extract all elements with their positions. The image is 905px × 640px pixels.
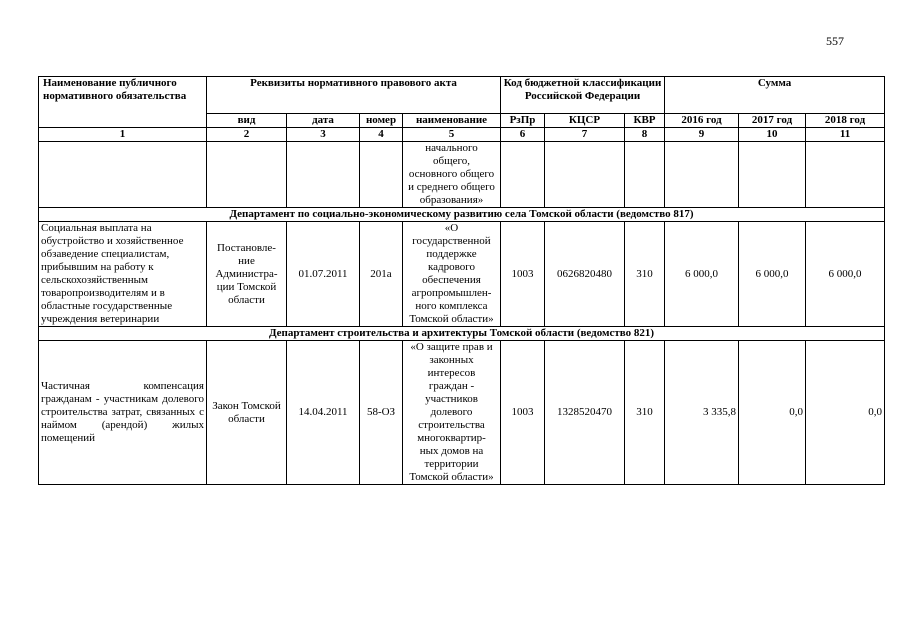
header-obligation: Наименование публичного нормативного обязательства xyxy=(39,77,207,128)
page-number: 557 xyxy=(826,34,844,48)
code-rzpr: 1003 xyxy=(501,222,545,327)
header-row xyxy=(39,77,885,114)
department-title: Департамент по социально-экономическому развитию села Томской области (ведомство 817) xyxy=(39,208,885,222)
sum-2016: 6 000,0 xyxy=(665,222,739,327)
act-name-continued: начального общего, основного общего и среднего общего образования» xyxy=(403,142,501,208)
sum-2017: 6 000,0 xyxy=(739,222,806,327)
subheader-kcsr: КЦСР xyxy=(545,114,625,128)
code-kvr: 310 xyxy=(625,341,665,485)
budget-obligations-table xyxy=(38,76,885,485)
table-row xyxy=(39,142,885,208)
code-kvr: 310 xyxy=(625,222,665,327)
subheader-name: наименование xyxy=(403,114,501,128)
column-number: 10 xyxy=(739,128,806,142)
act-type: Закон Томской области xyxy=(207,341,287,485)
subheader-number: номер xyxy=(360,114,403,128)
obligation-name: Социальная выплата на обустройство и хозяйственное обзаведение специалистам, прибывшим на работу к сельскохозяйственным товаропроизводителям и в областные государственные учреждения ветеринарии xyxy=(39,222,207,327)
act-name: «О защите прав и законных интересов граждан - участников долевого строительства многоквартир-ных домов на территории Томской области» xyxy=(403,341,501,485)
subheader-date: дата xyxy=(287,114,360,128)
act-date: 14.04.2011 xyxy=(287,341,360,485)
column-number: 6 xyxy=(501,128,545,142)
header-act-details: Реквизиты нормативного правового акта xyxy=(207,77,501,114)
column-number: 5 xyxy=(403,128,501,142)
act-date: 01.07.2011 xyxy=(287,222,360,327)
subheader-kvr: КВР xyxy=(625,114,665,128)
code-rzpr: 1003 xyxy=(501,341,545,485)
subheader-2017: 2017 год xyxy=(739,114,806,128)
subheader-type: вид xyxy=(207,114,287,128)
column-number-row xyxy=(39,128,885,142)
column-number: 3 xyxy=(287,128,360,142)
act-number: 58-ОЗ xyxy=(360,341,403,485)
table-row xyxy=(39,341,885,485)
sum-2016: 3 335,8 xyxy=(665,341,739,485)
act-number: 201а xyxy=(360,222,403,327)
header-sum: Сумма xyxy=(665,77,885,114)
column-number: 9 xyxy=(665,128,739,142)
sum-2017: 0,0 xyxy=(739,341,806,485)
column-number: 2 xyxy=(207,128,287,142)
department-row xyxy=(39,208,885,222)
department-row xyxy=(39,327,885,341)
subheader-rzpr: РзПр xyxy=(501,114,545,128)
act-name: «О государственной поддержке кадрового обеспечения агропромышлен-ного комплекса Томской области» xyxy=(403,222,501,327)
column-number: 11 xyxy=(806,128,885,142)
obligation-name: Частичная компенсация гражданам - участникам долевого строительства затрат, связанных с наймом (арендой) жилых помещений xyxy=(39,341,207,485)
subheader-2016: 2016 год xyxy=(665,114,739,128)
column-number: 1 xyxy=(39,128,207,142)
department-title: Департамент строительства и архитектуры Томской области (ведомство 821) xyxy=(39,327,885,341)
column-number: 8 xyxy=(625,128,665,142)
subheader-2018: 2018 год xyxy=(806,114,885,128)
code-kcsr: 0626820480 xyxy=(545,222,625,327)
code-kcsr: 1328520470 xyxy=(545,341,625,485)
sum-2018: 6 000,0 xyxy=(806,222,885,327)
sum-2018: 0,0 xyxy=(806,341,885,485)
act-type: Постановле-ние Администра-ции Томской области xyxy=(207,222,287,327)
table-row xyxy=(39,222,885,327)
column-number: 7 xyxy=(545,128,625,142)
header-budget-code: Код бюджетной классификации Российской Федерации xyxy=(501,77,665,114)
column-number: 4 xyxy=(360,128,403,142)
